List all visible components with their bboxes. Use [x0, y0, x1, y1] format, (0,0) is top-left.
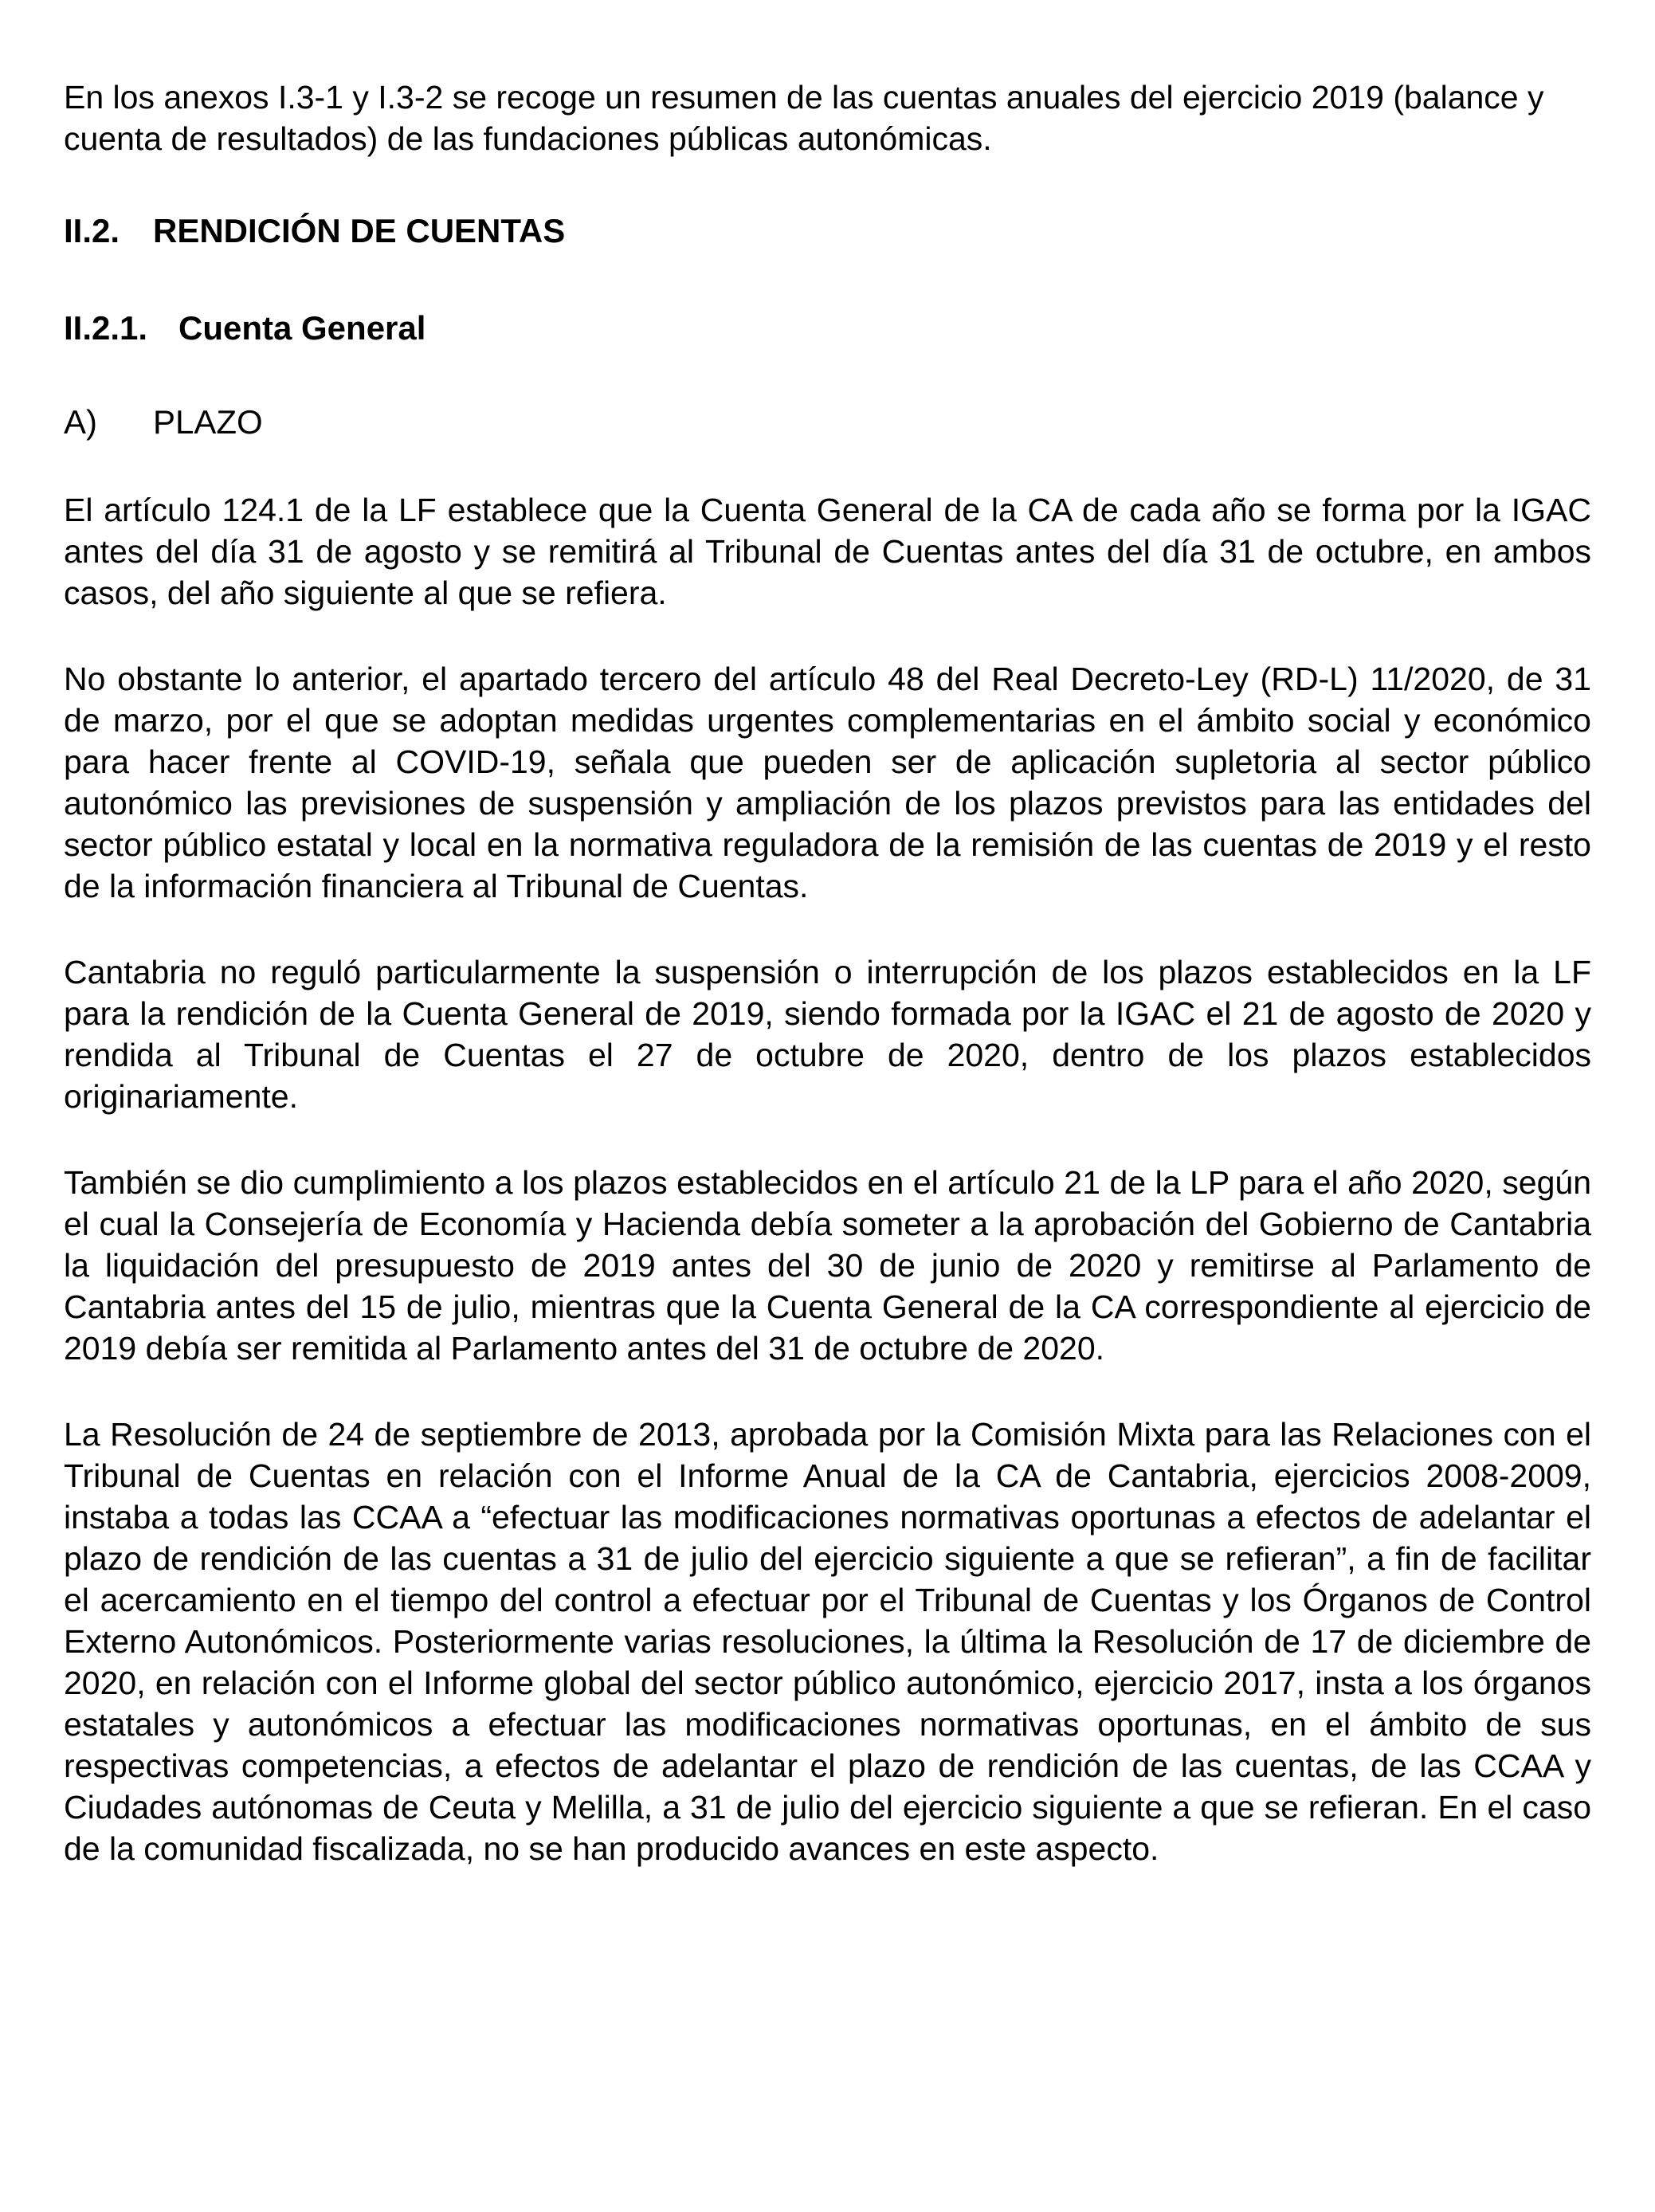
- paragraph-cantabria-rendicion: Cantabria no reguló particularmente la suspensión o interrupción de los plazos establecidos en la LF para la rendición de la Cuenta General de 2019, siendo formada por la IGAC el 21 de agosto de 2020 y rendida al Tribunal de Cuentas el 27 de octubre de 2020, dentro de los plazos establecidos originariamente.: [64, 954, 1591, 1115]
- section-number: II.2.: [64, 212, 120, 249]
- paragraph-resolucion-2013: La Resolución de 24 de septiembre de 2013, aprobada por la Comisión Mixta para las Relaciones con el Tribunal de Cuentas en relación con el Informe Anual de la CA de Cantabria, ejercicios 2008-2009, instaba a todas las CCAA a “efectuar las modificaciones normativas oportunas a efectos de adelantar el plazo de rendición de las cuentas a 31 de julio del ejercicio siguiente a que se refieran”, a fin de facilitar el acercamiento en el tiempo del control a efectuar por el Tribunal de Cuentas y los Órganos de Control Externo Autonómicos. Posteriormente varias resoluciones, la última la Resolución de 17 de diciembre de 2020, en relación con el Informe global del sector público autonómico, ejercicio 2017, insta a los órganos estatales y autonómicos a efectuar las modificaciones normativas oportunas, en el ámbito de sus respectivas competencias, a efectos de adelantar el plazo de rendición de las cuentas, de las CCAA y Ciudades autónomas de Ceuta y Melilla, a 31 de julio del ejercicio siguiente a que se refieran. En el caso de la comunidad fiscalizada, no se han producido avances en este aspecto.: [64, 1416, 1591, 1867]
- section-title: RENDICIÓN DE CUENTAS: [153, 212, 566, 249]
- subsection-number: II.2.1.: [64, 309, 148, 347]
- subsection-heading: [64, 308, 1591, 349]
- subheading-letter: A): [64, 403, 97, 441]
- document-page: [64, 76, 1591, 1914]
- section-heading: [64, 210, 1591, 252]
- subheading: [64, 402, 1591, 443]
- paragraph-lp-2020: También se dio cumplimiento a los plazos establecidos en el artículo 21 de la LP para el año 2020, según el cual la Consejería de Economía y Hacienda debía someter a la aprobación del Gobierno de Cantabria la liquidación del presupuesto de 2019 antes del 30 de junio de 2020 y remitirse al Parlamento de Cantabria antes del 15 de julio, mientras que la Cuenta General de la CA correspondiente al ejercicio de 2019 debía ser remitida al Parlamento antes del 31 de octubre de 2020.: [64, 1164, 1591, 1367]
- paragraph-plazo-lf: El artículo 124.1 de la LF establece que la Cuenta General de la CA de cada año se forma por la IGAC antes del día 31 de agosto y se remitirá al Tribunal de Cuentas antes del día 31 de octubre, en ambos casos, del año siguiente al que se refiera.: [64, 492, 1591, 611]
- paragraph-rdl-covid: No obstante lo anterior, el apartado tercero del artículo 48 del Real Decreto-Ley (RD-L) 11/2020, de 31 de marzo, por el que se adoptan medidas urgentes complementarias en el ámbito social y económico para hacer frente al COVID-19, señala que pueden ser de aplicación supletoria al sector público autonómico las previsiones de suspensión y ampliación de los plazos previstos para las entidades del sector público estatal y local en la normativa reguladora de la remisión de las cuentas de 2019 y el resto de la información financiera al Tribunal de Cuentas.: [64, 661, 1591, 904]
- intro-paragraph: En los anexos I.3-1 y I.3-2 se recoge un resumen de las cuentas anuales del ejercicio 2019 (balance y cuenta de resultados) de las fundaciones públicas autonómicas.: [64, 79, 1544, 157]
- subsection-title: Cuenta General: [178, 309, 426, 347]
- subheading-title: PLAZO: [153, 403, 263, 441]
